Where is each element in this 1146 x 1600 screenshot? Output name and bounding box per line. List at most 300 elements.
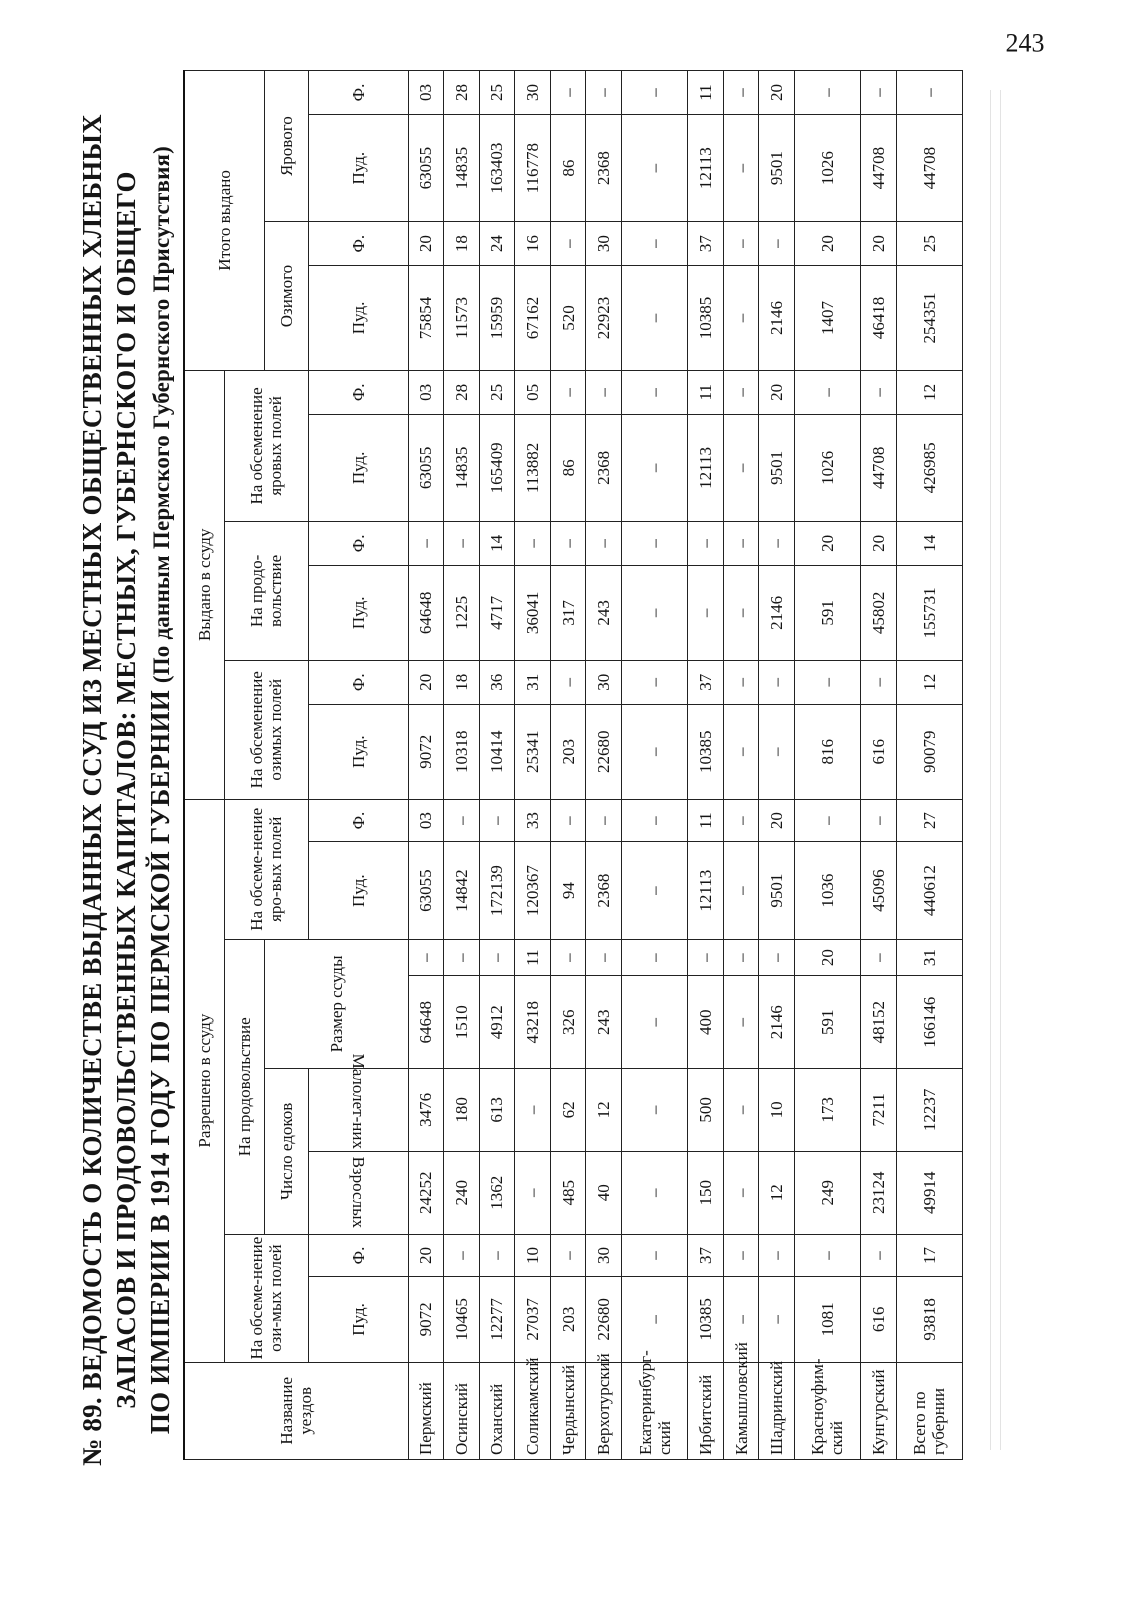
table-cell: 12113	[688, 414, 724, 521]
table-cell: 9501	[759, 414, 795, 521]
table-row	[479, 71, 515, 1460]
table-cell: –	[621, 976, 687, 1069]
table-cell: 163403	[479, 115, 515, 222]
table-cell: –	[723, 1234, 759, 1277]
table-cell: 7211	[861, 1069, 897, 1152]
table-cell: –	[723, 660, 759, 704]
table-cell: –	[621, 565, 687, 660]
table-cell: –	[408, 521, 444, 565]
table-row	[515, 71, 551, 1460]
table-cell: 10385	[688, 704, 724, 799]
table-cell: 616	[861, 1277, 897, 1362]
table-cell: 14835	[444, 414, 480, 521]
table-cell: 12113	[688, 115, 724, 222]
table-cell: 36	[479, 660, 515, 704]
header-f: Ф.	[308, 1234, 408, 1277]
table-cell: 25	[479, 370, 515, 414]
table-cell: –	[723, 842, 759, 939]
table-cell: –	[479, 1234, 515, 1277]
table-cell: –	[621, 370, 687, 414]
table-cell: 25341	[515, 704, 551, 799]
table-cell: –	[861, 1234, 897, 1277]
table-cell: 63055	[408, 115, 444, 222]
table-cell: 37	[688, 660, 724, 704]
table-cell: –	[723, 1277, 759, 1362]
table-cell: –	[550, 370, 586, 414]
document-title	[75, 90, 179, 1490]
table-cell: –	[723, 799, 759, 842]
table-cell: 30	[586, 660, 622, 704]
table-cell: –	[550, 939, 586, 976]
uezd-name: Пермский	[408, 1362, 444, 1459]
table-cell: –	[515, 1151, 551, 1234]
table-cell: –	[759, 1277, 795, 1362]
table-cell: 440612	[896, 842, 962, 939]
table-cell: 22680	[586, 1277, 622, 1362]
table-cell: –	[723, 414, 759, 521]
table-cell: 20	[794, 521, 860, 565]
table-cell: 426985	[896, 414, 962, 521]
table-cell: 10318	[444, 704, 480, 799]
table-cell: 616	[861, 704, 897, 799]
table-cell: 25	[896, 222, 962, 266]
table-cell: 03	[408, 799, 444, 842]
table-cell: 12	[759, 1151, 795, 1234]
table-cell: 591	[794, 976, 860, 1069]
header-pud: Пуд.	[308, 842, 408, 939]
table-cell: 86	[550, 115, 586, 222]
table-cell: 44708	[861, 414, 897, 521]
table-cell: 12237	[896, 1069, 962, 1152]
table-cell: –	[444, 939, 480, 976]
table-cell: 45802	[861, 565, 897, 660]
table-cell: 16	[515, 222, 551, 266]
table-cell: –	[515, 1069, 551, 1152]
uezd-name: Соликамский	[515, 1362, 551, 1459]
table-cell: –	[759, 1234, 795, 1277]
table-cell: 24	[479, 222, 515, 266]
table-cell: –	[794, 660, 860, 704]
table-cell: 20	[408, 1234, 444, 1277]
table-cell: –	[550, 1234, 586, 1277]
table-cell: 165409	[479, 414, 515, 521]
table-cell: 20	[794, 939, 860, 976]
table-cell: 28	[444, 71, 480, 115]
table-cell: 20	[861, 521, 897, 565]
loans-table	[183, 70, 963, 1460]
table-cell: 155731	[896, 565, 962, 660]
table-cell: –	[723, 521, 759, 565]
table-row	[723, 71, 759, 1460]
header-maloletnikh: Малолет-них	[308, 1069, 408, 1152]
header-vzroslykh: Взрослых	[308, 1151, 408, 1234]
header-vydano: Выдано в ссуду	[184, 370, 224, 799]
table-cell: 31	[896, 939, 962, 976]
header-pud: Пуд.	[308, 1277, 408, 1362]
table-cell: 485	[550, 1151, 586, 1234]
header-pud: Пуд.	[308, 565, 408, 660]
table-row	[444, 71, 480, 1460]
table-cell: –	[444, 1234, 480, 1277]
table-cell: 9072	[408, 1277, 444, 1362]
header-chislo-edokov: Число едоков	[264, 1069, 308, 1235]
header-f: Ф.	[308, 521, 408, 565]
table-cell: 20	[794, 222, 860, 266]
table-cell: –	[759, 939, 795, 976]
table-cell: 30	[586, 1234, 622, 1277]
header-pud: Пуд.	[308, 704, 408, 799]
table-row	[688, 71, 724, 1460]
table-cell: 94	[550, 842, 586, 939]
table-cell: 613	[479, 1069, 515, 1152]
header-f: Ф.	[308, 222, 408, 266]
table-cell: –	[759, 222, 795, 266]
table-cell: 31	[515, 660, 551, 704]
table-cell: 10	[759, 1069, 795, 1152]
table-cell: 243	[586, 565, 622, 660]
table-cell: 12	[896, 370, 962, 414]
table-cell: –	[550, 521, 586, 565]
uezd-name: Верхотурский	[586, 1362, 622, 1459]
table-cell: 27	[896, 799, 962, 842]
table-cell: 20	[759, 71, 795, 115]
uezd-name: Чердынский	[550, 1362, 586, 1459]
table-cell: 17	[896, 1234, 962, 1277]
table-cell: –	[688, 565, 724, 660]
table-cell: 18	[444, 222, 480, 266]
table-cell: 18	[444, 660, 480, 704]
table-cell: 14835	[444, 115, 480, 222]
table-cell: 116778	[515, 115, 551, 222]
table-cell: –	[621, 266, 687, 371]
header-razresheno: Разрешено в ссуду	[184, 799, 224, 1362]
table-cell: 10385	[688, 1277, 724, 1362]
table-body	[408, 71, 963, 1460]
header-na-ozim-a: На обсеме-нение ози-мых полей	[224, 1234, 308, 1362]
table-cell: –	[723, 976, 759, 1069]
table-cell: 326	[550, 976, 586, 1069]
table-cell: –	[861, 71, 897, 115]
table-cell: 11	[688, 799, 724, 842]
header-na-prod: На продовольствие	[224, 939, 264, 1234]
table-cell: 254351	[896, 266, 962, 371]
table-cell: 37	[688, 222, 724, 266]
table-cell: 28	[444, 370, 480, 414]
table-cell: 11573	[444, 266, 480, 371]
table-cell: 11	[688, 370, 724, 414]
table-cell: –	[444, 521, 480, 565]
uezd-name: Шадринский	[759, 1362, 795, 1459]
table-cell: 62	[550, 1069, 586, 1152]
header-pud: Пуд.	[308, 266, 408, 371]
table-cell: 1362	[479, 1151, 515, 1234]
table-cell: –	[621, 71, 687, 115]
table-cell: 520	[550, 266, 586, 371]
table-cell: 90079	[896, 704, 962, 799]
table-cell: 120367	[515, 842, 551, 939]
header-na-yarov-b: На обсеменение яровых полей	[224, 370, 308, 521]
table-cell: 172139	[479, 842, 515, 939]
table-cell: 1026	[794, 414, 860, 521]
table-cell: 20	[408, 222, 444, 266]
table-cell: 43218	[515, 976, 551, 1069]
table-cell: 12	[896, 660, 962, 704]
table-cell: –	[621, 660, 687, 704]
table-cell: 22923	[586, 266, 622, 371]
table-cell: –	[794, 1234, 860, 1277]
table-cell: –	[586, 799, 622, 842]
uezd-name: Красноуфим-ский	[794, 1362, 860, 1459]
table-cell: –	[723, 1069, 759, 1152]
bleed-through-line	[990, 90, 991, 1450]
table-cell: –	[408, 939, 444, 976]
table-cell: 249	[794, 1151, 860, 1234]
table-cell: 9501	[759, 842, 795, 939]
table-row	[896, 71, 962, 1460]
table-cell: 113882	[515, 414, 551, 521]
table-cell: –	[621, 115, 687, 222]
table-cell: 10	[515, 1234, 551, 1277]
table-cell: –	[723, 565, 759, 660]
table-cell: 03	[408, 370, 444, 414]
header-f: Ф.	[308, 660, 408, 704]
table-cell: –	[688, 521, 724, 565]
table-cell: 44708	[861, 115, 897, 222]
table-row	[861, 71, 897, 1460]
table-cell: 24252	[408, 1151, 444, 1234]
table-cell: 4717	[479, 565, 515, 660]
table-cell: –	[861, 660, 897, 704]
table-cell: 10385	[688, 266, 724, 371]
table-row	[794, 71, 860, 1460]
table-cell: 2368	[586, 115, 622, 222]
table-cell: –	[550, 660, 586, 704]
table-cell: 23124	[861, 1151, 897, 1234]
uezd-name: Оханский	[479, 1362, 515, 1459]
table-cell: –	[621, 414, 687, 521]
table-row	[586, 71, 622, 1460]
table-row	[621, 71, 687, 1460]
table-cell: –	[479, 799, 515, 842]
table-cell: 64648	[408, 976, 444, 1069]
uezd-name: Ирбитский	[688, 1362, 724, 1459]
table-cell: 240	[444, 1151, 480, 1234]
header-itogo: Итого выдано	[184, 71, 264, 371]
table-cell: –	[723, 222, 759, 266]
table-cell: –	[723, 71, 759, 115]
table-cell: 4912	[479, 976, 515, 1069]
table-cell: 12277	[479, 1277, 515, 1362]
uezd-name: Камышловский	[723, 1362, 759, 1459]
table-cell: –	[515, 521, 551, 565]
table-cell: 25	[479, 71, 515, 115]
table-cell: –	[621, 521, 687, 565]
table-cell: 36041	[515, 565, 551, 660]
table-cell: 12113	[688, 842, 724, 939]
table-cell: 1036	[794, 842, 860, 939]
uezd-name: Осинский	[444, 1362, 480, 1459]
header-f: Ф.	[308, 71, 408, 115]
table-cell: –	[479, 939, 515, 976]
table-row	[759, 71, 795, 1460]
table-cell: –	[759, 660, 795, 704]
table-cell: –	[861, 939, 897, 976]
table-cell: 150	[688, 1151, 724, 1234]
table-cell: 1407	[794, 266, 860, 371]
header-ozimogo: Озимого	[264, 222, 308, 371]
table-cell: 180	[444, 1069, 480, 1152]
table-cell: –	[794, 370, 860, 414]
table-cell: 15959	[479, 266, 515, 371]
table-cell: –	[550, 799, 586, 842]
table-cell: 05	[515, 370, 551, 414]
table-cell: 48152	[861, 976, 897, 1069]
table-cell: 20	[759, 370, 795, 414]
header-razmer-ssudy: Размер ссуды	[264, 939, 408, 1068]
table-cell: 63055	[408, 842, 444, 939]
table-cell: –	[723, 266, 759, 371]
bleed-through-line	[1000, 90, 1001, 1450]
table-cell: –	[723, 704, 759, 799]
header-yarovogo: Ярового	[264, 71, 308, 222]
table-cell: 93818	[896, 1277, 962, 1362]
table-cell: 12	[586, 1069, 622, 1152]
table-row	[550, 71, 586, 1460]
table-cell: –	[688, 939, 724, 976]
table-cell: 20	[861, 222, 897, 266]
table-cell: –	[723, 370, 759, 414]
table-cell: 317	[550, 565, 586, 660]
table-cell: 816	[794, 704, 860, 799]
table-cell: –	[621, 222, 687, 266]
table-cell: 45096	[861, 842, 897, 939]
table-cell: 173	[794, 1069, 860, 1152]
table-cell: –	[896, 71, 962, 115]
table-cell: 44708	[896, 115, 962, 222]
table-cell: –	[759, 704, 795, 799]
table-cell: –	[723, 939, 759, 976]
table-cell: 1225	[444, 565, 480, 660]
table-cell: 11	[688, 71, 724, 115]
table-cell: 22680	[586, 704, 622, 799]
table-cell: 14	[896, 521, 962, 565]
table-cell: –	[444, 799, 480, 842]
header-na-yarov-a: На обсеме-нение яро-вых полей	[224, 799, 308, 939]
table-cell: –	[621, 1277, 687, 1362]
table-cell: 27037	[515, 1277, 551, 1362]
table-cell: 3476	[408, 1069, 444, 1152]
table-cell: 67162	[515, 266, 551, 371]
table-cell: –	[759, 521, 795, 565]
uezd-name: Екатеринбург-ский	[621, 1362, 687, 1459]
table-cell: –	[861, 799, 897, 842]
title-line-2: ЗАПАСОВ И ПРОДОВОЛЬСТВЕННЫХ КАПИТАЛОВ: МЕСТНЫХ, ГУБЕРНСКОГО И ОБЩЕГО	[111, 171, 141, 1409]
table-cell: –	[723, 1151, 759, 1234]
table-cell: 10414	[479, 704, 515, 799]
table-cell: –	[794, 799, 860, 842]
title-source: (По данным Пермского Губернского Присутствия)	[149, 145, 174, 684]
table-cell: 40	[586, 1151, 622, 1234]
table-cell: 30	[515, 71, 551, 115]
title-line-1: № 89. ВЕДОМОСТЬ О КОЛИЧЕСТВЕ ВЫДАННЫХ ССУД ИЗ МЕСТНЫХ ОБЩЕСТВЕННЫХ ХЛЕБНЫХ	[77, 114, 107, 1466]
table-cell: 9072	[408, 704, 444, 799]
table-cell: –	[621, 939, 687, 976]
uezd-name: Всего по губернии	[896, 1362, 962, 1459]
table-cell: –	[861, 370, 897, 414]
table-cell: 37	[688, 1234, 724, 1277]
table-cell: –	[586, 71, 622, 115]
header-na-prod-b: На продо-вольствие	[224, 521, 308, 660]
table-cell: 14	[479, 521, 515, 565]
page-number: 243	[1005, 28, 1045, 58]
table-cell: –	[621, 704, 687, 799]
table-cell: 1081	[794, 1277, 860, 1362]
table-cell: 2146	[759, 565, 795, 660]
table-cell: 75854	[408, 266, 444, 371]
header-uezd: Название уездов	[184, 1362, 408, 1459]
table-cell: 500	[688, 1069, 724, 1152]
table-cell: –	[723, 115, 759, 222]
table-cell: 2146	[759, 266, 795, 371]
table-cell: 10465	[444, 1277, 480, 1362]
table-cell: –	[621, 1234, 687, 1277]
header-pud: Пуд.	[308, 115, 408, 222]
table-cell: 203	[550, 704, 586, 799]
table-cell: –	[621, 799, 687, 842]
table-cell: 203	[550, 1277, 586, 1362]
table-cell: 2368	[586, 842, 622, 939]
table-cell: 1026	[794, 115, 860, 222]
header-f: Ф.	[308, 799, 408, 842]
table-cell: –	[550, 71, 586, 115]
table-cell: 20	[408, 660, 444, 704]
table-cell: –	[586, 370, 622, 414]
table-cell: 64648	[408, 565, 444, 660]
table-cell: 30	[586, 222, 622, 266]
uezd-name: Кунгурский	[861, 1362, 897, 1459]
title-line-3: ПО ИМПЕРИИ В 1914 ГОДУ ПО ПЕРМСКОЙ ГУБЕРНИИ (По данным Пермского Губернского Присутствия)	[145, 145, 175, 1435]
table-cell: 2146	[759, 976, 795, 1069]
table-cell: 33	[515, 799, 551, 842]
header-na-ozim-b: На обсеменение озимых полей	[224, 660, 308, 799]
table-cell: –	[550, 222, 586, 266]
table-cell: 1510	[444, 976, 480, 1069]
table-cell: 14842	[444, 842, 480, 939]
table-cell: –	[621, 842, 687, 939]
table-cell: 243	[586, 976, 622, 1069]
table-cell: –	[586, 521, 622, 565]
table-cell: 49914	[896, 1151, 962, 1234]
header-pud: Пуд.	[308, 414, 408, 521]
table-cell: 46418	[861, 266, 897, 371]
table-cell: 63055	[408, 414, 444, 521]
table-cell: 11	[515, 939, 551, 976]
table-cell: 20	[759, 799, 795, 842]
table-cell: 03	[408, 71, 444, 115]
table-cell: –	[794, 71, 860, 115]
table-cell: 591	[794, 565, 860, 660]
table-cell: 9501	[759, 115, 795, 222]
table-cell: –	[586, 939, 622, 976]
table-cell: 400	[688, 976, 724, 1069]
table-cell: –	[621, 1069, 687, 1152]
table-cell: 2368	[586, 414, 622, 521]
table-cell: –	[621, 1151, 687, 1234]
table-row	[408, 71, 444, 1460]
header-f: Ф.	[308, 370, 408, 414]
table-cell: 166146	[896, 976, 962, 1069]
table-cell: 86	[550, 414, 586, 521]
